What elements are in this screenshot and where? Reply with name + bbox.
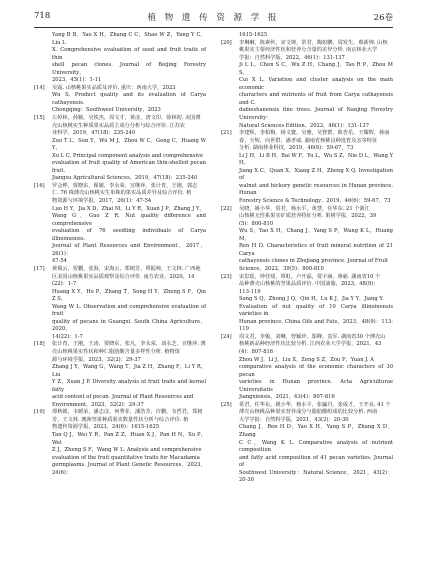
reference-line: 吴晓，姚小华，常君，杨水平，黄慧，任华东. 21 个浙江 [239, 205, 370, 212]
reference-line: Yang B B，Yao X H，Zhang C C，Shao W Z，Yang Y C，Liu L [52, 32, 206, 46]
reference-line: 春，全辉，向世群，潘孝威. 湖南省核桃良种选育及亲等特征 [239, 137, 378, 144]
reference-line: Forestry Science & Technology，2019，46(6)：59-67，73 [239, 198, 391, 205]
reference-line: evaluation of the fruit quantitative traits for Macadamia [52, 454, 200, 461]
reference-line: 113-119 [239, 288, 261, 295]
reference-number: [16] [34, 182, 45, 189]
reference-entry [34, 266, 206, 341]
page-header [0, 0, 427, 33]
reference-line: (4)：807-816 [239, 348, 274, 355]
reference-number: [20] [221, 39, 232, 46]
reference-line: 壳山核桃果实性状和种仁脂肪酸含量多样性分析. 植物资 [52, 348, 180, 355]
journal-title: 植 物 遗 传 资 源 学 报 [147, 13, 280, 23]
reference-line: 山核桃无性系果实矿质营养特征分析. 果树学报，2022，39 [239, 213, 377, 220]
reference-number: [22] [221, 205, 232, 212]
reference-line: varieties in Hunan province. Acta Agriculturae Universitatis [239, 379, 393, 393]
reference-line: 薄壳山核桃品种果实营养成分与脂肪酸组成的比较分析. 西南 [239, 409, 378, 416]
reference-line: Southwest University：Natural Science，2021，43(2)：20-30 [239, 469, 393, 484]
left-reference-column [34, 32, 206, 477]
right-reference-column [221, 32, 393, 485]
reference-line: 学报：自然科学版，2022，46(1)：131-137 [239, 54, 345, 61]
reference-line: Zhang J Y，Wang G，Wang T，Jia Z H，Zhang F，Li Y R，Liu [52, 364, 206, 378]
reference-line: (5)：800-810 [239, 220, 274, 227]
reference-line: 张计育，王刚，王涛，贾晓东，张凡，李永荣，刘永芝，宣继萍. 薄 [52, 341, 206, 348]
reference-line: germplasms. Journal of Plant Genetic Resources，2023，24(6)： [52, 462, 206, 476]
reference-number: [21] [221, 130, 232, 137]
reference-line: evaluation of fruit quality of American thin-shelled pecan fruit. [52, 160, 206, 174]
reference-line: Zuo T L，Sun Y，Wu M J，Zhou W C，Gong C，Huang W Y， [52, 137, 206, 152]
reference-line: Jiangxiensis，2021，43(4)：807-816 [239, 394, 335, 401]
reference-line: 罗会烨，贾晓东，翟敏，李永荣，宣继萍，张计育，王刚，郭志 [52, 182, 198, 189]
reference-entry [221, 32, 393, 40]
reference-entry [34, 85, 206, 115]
reference-line: comparative analysis of the economic characters of 30 pecan [239, 364, 393, 378]
reference-line: Cui X L. Variation and cluster analysis on the main economic [239, 77, 393, 91]
reference-line: Tan Q J，Wei Y R，Pan Z Z，Huan X J，Pan H N，Xu P，Wei [52, 431, 206, 446]
reference-line: Wu S. Product quality and its evaluation of Carya cathayensis. [52, 92, 206, 106]
reference-line: and fatty acid composition of 41 pecan varieties. Journal of [239, 454, 393, 469]
reference-number: [15] [34, 115, 45, 122]
reference-line: Zhou W J，Li J，Liu X，Zeng S Z，Zou F，Yuan J. A [239, 356, 374, 363]
reference-line: evaluation of 76 seedling individuals of Carya illinoinensis. [52, 228, 206, 242]
reference-line: Environment，2023，32(2)：29-37 [52, 401, 144, 408]
reference-line: 47-54 [52, 258, 67, 265]
reference-line: Li J H，Li B H，Bai W F，Yu L，Wu S Z，Nie D L，Wang Y H， [239, 152, 393, 167]
reference-entry [221, 130, 393, 205]
reference-number: [14] [34, 84, 45, 91]
reference-number: [23] [221, 273, 232, 280]
reference-line: 芳，王文林. 澳洲坚果种质果实数量性状分析与综合评价. 植 [52, 416, 189, 423]
reference-line: Chang J，Ren H D，Yao X H，Yang S P，Zhang X D，Zhang [239, 424, 393, 438]
reference-line: acid content of pecan. Journal of Plant Resources and [52, 394, 194, 401]
reference-line: Science，2022，39(5)：800-810 [239, 265, 324, 272]
reference-line: Chongqing：Southwest University，2023 [52, 107, 161, 114]
reference-line: 李建辉，李柏梅，杨文寰，吴雅，吴智群，陈杏乐，王耀晖，蒋丽 [239, 130, 390, 137]
reference-entry [34, 32, 206, 85]
reference-entry [34, 115, 206, 183]
reference-line: Z J，Zheng S F，Wang W L. Analysis and comprehensive [52, 447, 202, 454]
reference-line: 常君，任华东，姚小华，杨水平，张瀛丹，张成才，王开良. 41 个 [239, 401, 391, 408]
reference-line: shell pecan clones. Journal of Beijing Forestry University， [52, 62, 206, 76]
reference-number: [24] [221, 333, 232, 340]
reference-line: (22)：1-7 [52, 281, 77, 288]
reference-entry [221, 206, 393, 274]
reference-line: walnut and hickory genetic resources in Hunan province. Hunan [239, 182, 393, 197]
reference-line: cathayensis clones in Zhejiang province. Journal of Fruit [239, 258, 388, 265]
reference-line: 物资源与环境学报，2017，26(1)：47-54 [52, 198, 152, 205]
reference-line: Jiangsu Agricultural Sciences，2019，47(18)：235-240 [52, 175, 198, 182]
reference-entry [221, 334, 393, 402]
reference-line: Wang G，Guo Z R. Nut quality difference and comprehensive [52, 213, 206, 227]
reference-line: 左婷林，孙颖，吴铁杰，周文才，黄彦，唐文印，徐林初. 美国薄 [52, 115, 201, 122]
reference-line: 吴霜. 山核桃果实品质及评价. 重庆：西南大学，2023 [52, 84, 176, 91]
reference-line: 桃果实主要经济性状和营养分含量的差异分析. 南京林业大学 [239, 47, 378, 54]
reference-entry [34, 341, 206, 409]
reference-number: [25] [221, 401, 232, 408]
reference-number: [19] [34, 409, 45, 416]
reference-line: Y Z，Xuan J P. Diversity analysis of fruit traits and kernel fatty [52, 379, 206, 393]
reference-line: 业科学，2019，47(18)：235-240 [52, 130, 136, 137]
reference-line: 李琳琳，陈素传，宋文婵，常君，陶如鹏，周发生，蔡新帅. 山核 [239, 39, 388, 46]
reference-entry [34, 409, 206, 477]
reference-line: 谭秋锦，韦媛荣，潘志彦，何秀菲，潘浩芳，许鹏，韦哲君，郑树 [52, 409, 203, 416]
reference-line: Luo H Y，Jia X D，Zhai M，Li Y R，Xuan J P，Zhang J Y， [52, 205, 205, 212]
reference-line: Journal of Plant Resources and Environment，2017，26(1)： [52, 243, 206, 257]
reference-line: 区美国山核桃果实品质观察及综合评价. 南方农业，2020，14 [52, 273, 195, 280]
reference-entry [34, 183, 206, 266]
reference-line: Wang W L. Observation and comprehensive evaluation of fruit [52, 303, 206, 318]
reference-line: Ren H D. Characteristics of fruit mineral nutrition of 21 Carya [239, 243, 393, 257]
reference-line: Evaluation of nut quality of 10 Carya illinoinensis varieties in [239, 303, 393, 318]
volume-label: 26卷 [373, 13, 393, 23]
reference-line: Huang X Y，He P，Zhang T，Song H Y，Zheng S F，Qin Z S， [52, 288, 206, 303]
page-number: 718 [34, 11, 51, 21]
reference-line: 壳山核桃实生种质果实品质主成分分析与综合评价. 江苏农 [52, 122, 185, 129]
reference-line: Song S Q，Zhong J Q，Qin H，Lu K J，Jia Y Y，Jiang Y. [239, 296, 384, 303]
reference-line: quality of pecans in Guangxi. South China Agriculture，2020， [52, 318, 206, 333]
reference-line: 分析. 湖南林业科技，2019，46(6)：59-67，73 [239, 145, 354, 152]
reference-line: 物遗传资源学报，2023，24(6)：1615-1625 [52, 424, 160, 431]
reference-line: characters and nutrients of fruit from Carya cathayensis and C. [239, 92, 393, 106]
reference-line: Ji L L，Chen S C，Wu Z H，Chang J，Tao R P，Zhou M S， [239, 62, 393, 76]
reference-line: dabieshanensis fine trees. Journal of Nanjing Forestry University： [239, 107, 393, 122]
reference-entry [221, 40, 393, 131]
reference-line: Natural Sciences Edition，2022，46(1)：131-137 [239, 122, 369, 129]
reference-line: 大学学报：自然科学版，2021，43(2)：20-30 [239, 416, 349, 423]
reference-line: C C，Wang K L. Comparative analysis of nutrient composition [239, 439, 393, 454]
reference-line: 品种薄壳山核桃的坚果品质评价. 中国油脂，2023，48(9)： [239, 281, 379, 288]
reference-line: 黄锡云，贺鹏，张海，宋海云，郑树芳，覃振师，王文林. 广西地 [52, 265, 201, 272]
reference-line: 2023，45(1)：1-11 [52, 77, 102, 84]
reference-entry [221, 274, 393, 334]
reference-line: Jiang X C，Quan X，Xiang Z H，Zheng X Q. Investigation of [239, 167, 393, 182]
reference-line: 源与环境学报，2023，32(2)：29-37 [52, 356, 141, 363]
reference-line: 仁. 76 株薄壳山核桃实生单株的果实品质差异及综合评价. 植 [52, 190, 192, 197]
reference-number: [17] [34, 265, 45, 272]
header-rule [34, 27, 393, 28]
reference-number: [18] [34, 341, 45, 348]
reference-line: 周文君，李俊，刘琳，曾颖珍，邬峰，袁军. 湖南省30 个薄壳山 [239, 333, 386, 340]
reference-line: 1615-1625 [239, 32, 268, 38]
reference-entry [221, 402, 393, 485]
reference-line: 14(22)：1-7 [52, 333, 83, 340]
reference-line: X. Comprehensive evaluation of seed and fruit traits of thin [52, 47, 206, 61]
reference-line: 宋思瑶，钟佳琦，覃虹，卢开磊，贾宇涵，蒋慈. 湖南省10 个 [239, 273, 381, 280]
reference-line: 核桃新品种经济性状比较分析. 江西农业大学学报，2021，43 [239, 341, 382, 348]
reference-line: Hunan province. China Oils and Fats，2023，48(9)：113-119 [239, 318, 393, 333]
reference-line: Wu S，Yao X H，Chang J，Yang S P，Wang K L，Huang M， [239, 228, 393, 242]
reference-line: Xu L C. Principal component analysis and comprehensive [52, 152, 204, 159]
